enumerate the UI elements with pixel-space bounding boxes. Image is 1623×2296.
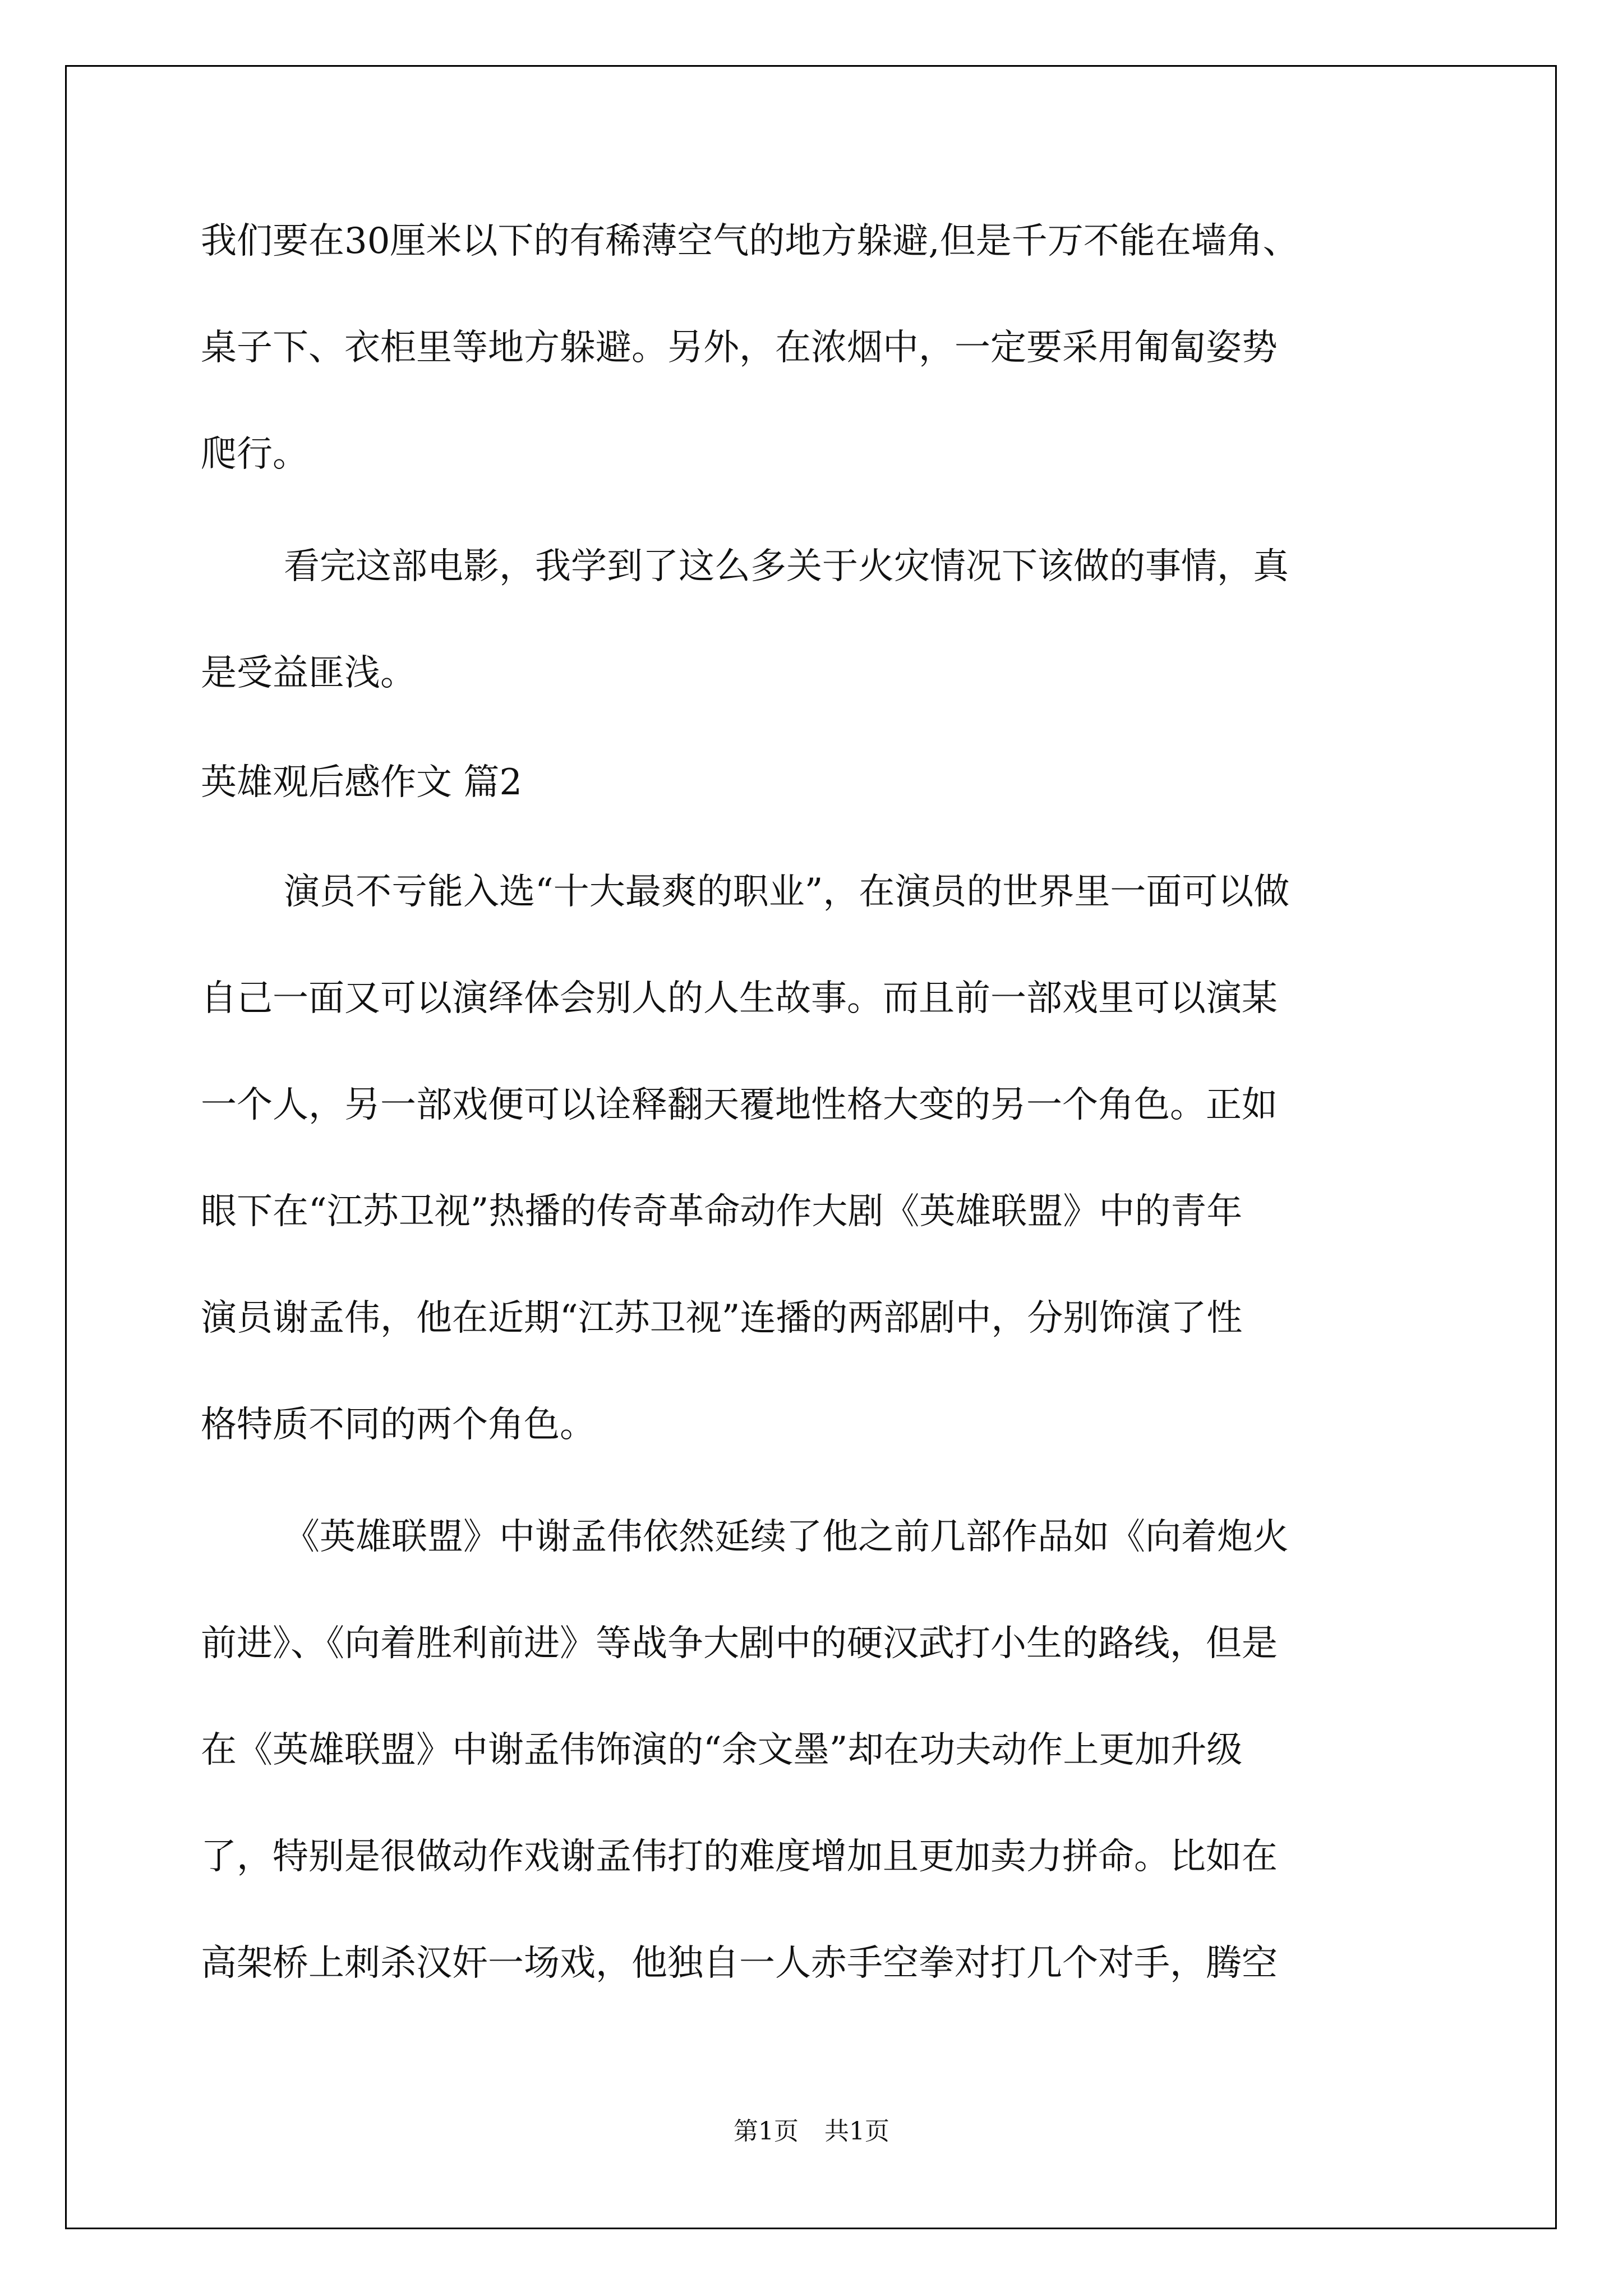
paragraph-3-line-1: 演员不亏能入选“十大最爽的职业”，在演员的世界里一面可以做: [284, 871, 1290, 913]
paragraph-1-line-3: 爬行。: [201, 434, 308, 475]
paragraph-2-line-2: 是受益匪浅。: [201, 652, 416, 694]
paragraph-1-line-1: 我们要在30厘米以下的有稀薄空气的地方躲避,但是千万不能在墙角、: [201, 220, 1299, 262]
paragraph-1-line-2: 桌子下、衣柜里等地方躲避。另外，在浓烟中，一定要采用匍匐姿势: [201, 327, 1278, 369]
paragraph-4-line-1: 《英雄联盟》中谢孟伟依然延续了他之前几部作品如《向着炮火: [284, 1516, 1289, 1558]
paragraph-4-line-3: 在《英雄联盟》中谢孟伟饰演的“余文墨”却在功夫动作上更加升级: [201, 1729, 1243, 1771]
section-heading: 英雄观后感作文 篇2: [201, 762, 523, 803]
page-number-total: 共1页: [824, 2117, 889, 2146]
page-number-current: 第1页: [734, 2117, 799, 2146]
page-border: [65, 65, 1557, 2229]
paragraph-3-line-5: 演员谢孟伟，他在近期“江苏卫视”连播的两部剧中，分别饰演了性: [201, 1297, 1243, 1339]
paragraph-4-line-4: 了，特别是很做动作戏谢孟伟打的难度增加且更加卖力拼命。比如在: [201, 1836, 1278, 1878]
paragraph-4-line-2: 前进》、《向着胜利前进》等战争大剧中的硬汉武打小生的路线，但是: [201, 1623, 1278, 1664]
paragraph-3-line-3: 一个人，另一部戏便可以诠释翻天覆地性格大变的另一个角色。正如: [201, 1084, 1278, 1126]
page-footer: [0, 2119, 1623, 2144]
paragraph-3-line-6: 格特质不同的两个角色。: [201, 1404, 596, 1446]
paragraph-4-line-5: 高架桥上刺杀汉奸一场戏，他独自一人赤手空拳对打几个对手，腾空: [201, 1943, 1278, 1984]
paragraph-3-line-4: 眼下在“江苏卫视”热播的传奇革命动作大剧《英雄联盟》中的青年: [201, 1191, 1243, 1232]
paragraph-3-line-2: 自己一面又可以演绎体会别人的人生故事。而且前一部戏里可以演某: [201, 978, 1278, 1019]
paragraph-2-line-1: 看完这部电影，我学到了这么多关于火灾情况下该做的事情，真: [284, 546, 1289, 587]
